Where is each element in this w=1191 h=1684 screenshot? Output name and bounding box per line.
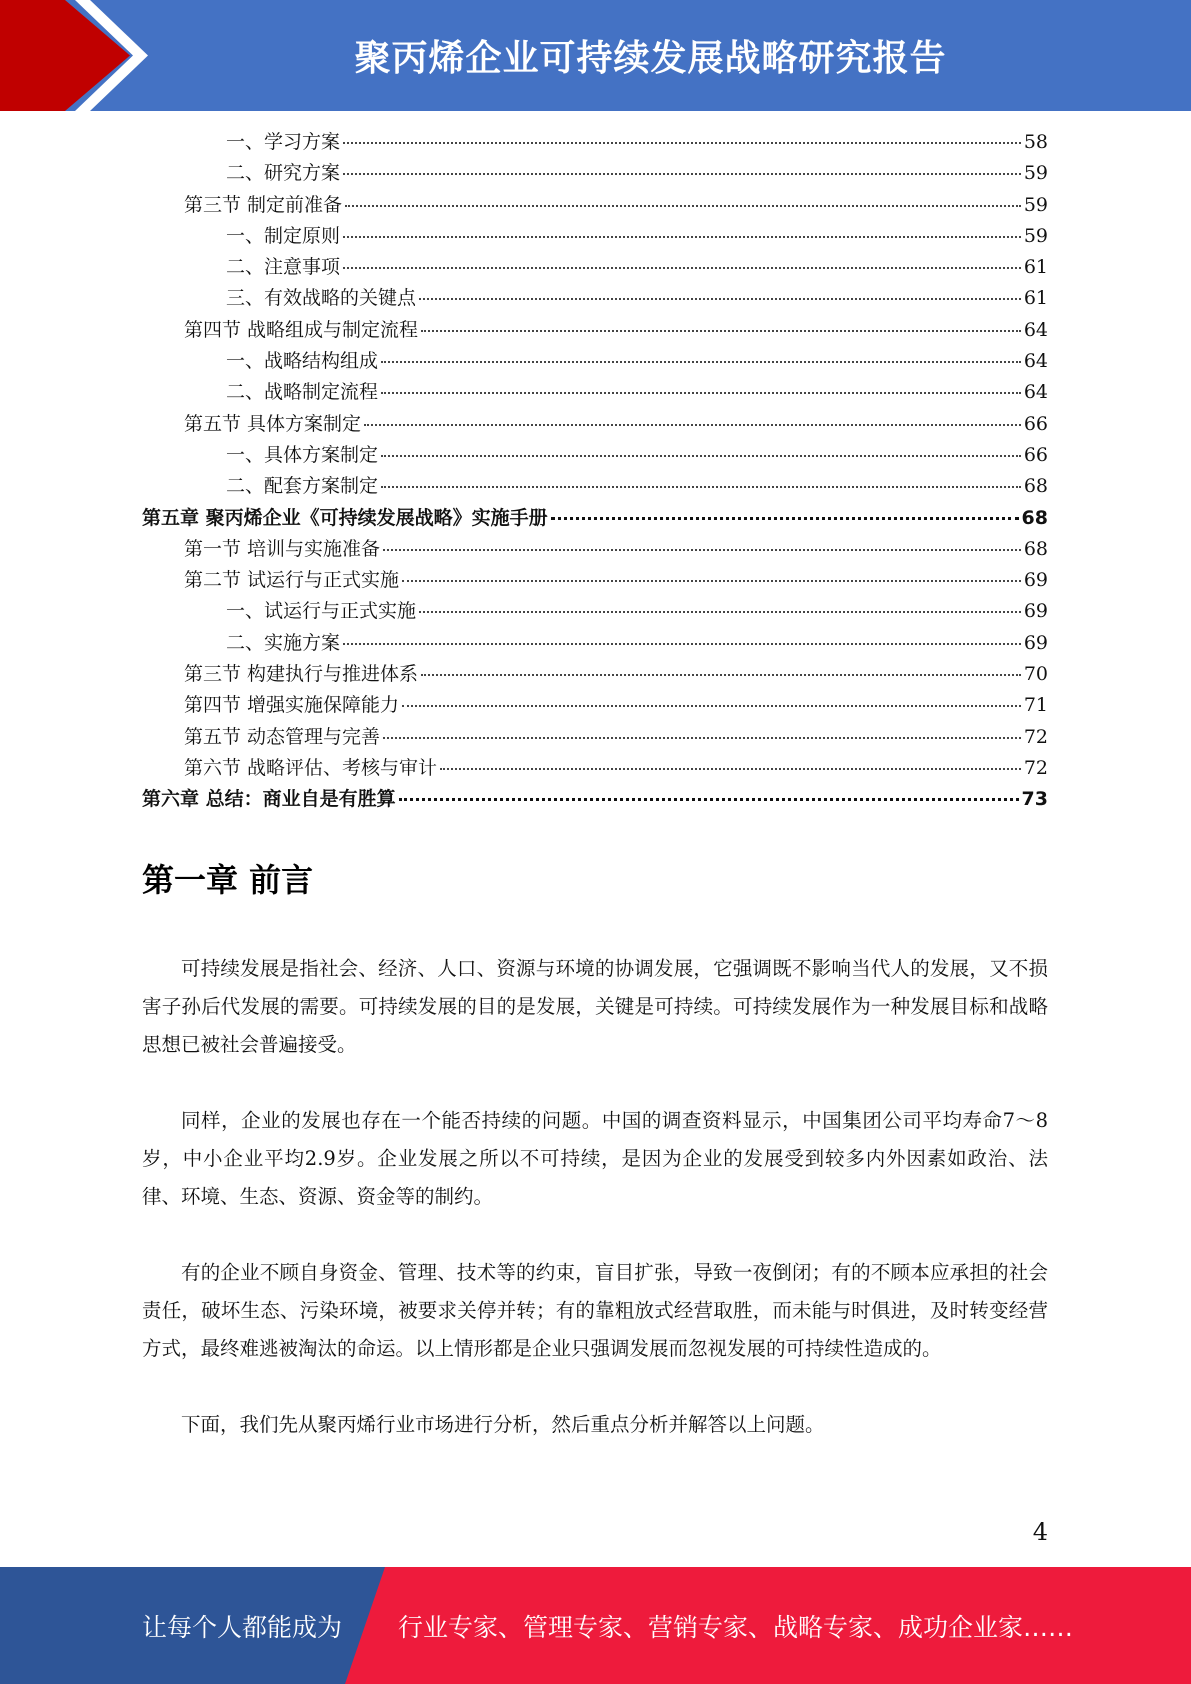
toc-entry-label: 一、学习方案	[226, 131, 341, 153]
toc-dot-leader	[381, 361, 1021, 363]
toc-dot-leader	[419, 298, 1021, 300]
toc-entry[interactable]	[142, 158, 1048, 189]
toc-entry-page: 66	[1023, 443, 1048, 466]
toc-entry-page: 68	[1021, 506, 1048, 529]
toc-entry[interactable]	[142, 315, 1048, 346]
toc-entry-label: 二、实施方案	[226, 631, 341, 654]
toc-entry-label: 二、战略制定流程	[226, 381, 379, 404]
toc-dot-leader	[419, 611, 1021, 613]
toc-entry[interactable]	[142, 409, 1048, 440]
toc-entry-page: 72	[1023, 725, 1048, 748]
toc-entry-label: 第五章 聚丙烯企业《可持续发展战略》实施手册	[142, 506, 548, 529]
toc-entry-label: 第五节 动态管理与完善	[184, 725, 381, 748]
toc-entry-page: 69	[1023, 569, 1048, 592]
toc-entry-label: 二、配套方案制定	[226, 475, 379, 498]
toc-entry[interactable]	[142, 471, 1048, 502]
footer-slogan-right: 行业专家、管理专家、营销专家、战略专家、成功企业家……	[398, 1612, 1074, 1642]
toc-entry-page: 70	[1023, 663, 1048, 686]
toc-dot-leader	[440, 768, 1021, 770]
toc-dot-leader	[421, 330, 1021, 332]
toc-entry-label: 第六节 战略评估、考核与审计	[184, 756, 438, 779]
page-footer	[0, 1567, 1191, 1684]
toc-entry-page: 73	[1021, 788, 1048, 811]
toc-dot-leader	[345, 205, 1021, 207]
toc-entry[interactable]	[142, 346, 1048, 377]
table-of-contents	[142, 127, 1048, 816]
toc-dot-leader	[364, 424, 1021, 426]
toc-entry-label: 二、研究方案	[226, 162, 341, 185]
paragraph: 下面，我们先从聚丙烯行业市场进行分析，然后重点分析并解答以上问题。	[181, 1413, 825, 1436]
toc-entry-page: 59	[1023, 224, 1048, 247]
toc-entry-page: 72	[1023, 756, 1048, 779]
footer-slogan-left: 让每个人都能成为	[142, 1612, 343, 1642]
page-header	[0, 0, 1191, 111]
toc-entry-page: 61	[1023, 256, 1048, 279]
toc-dot-leader	[343, 236, 1021, 238]
chapter-body	[142, 950, 1048, 1482]
toc-entry-label: 第二节 试运行与正式实施	[184, 569, 400, 592]
toc-entry[interactable]	[142, 283, 1048, 314]
toc-entry-page: 66	[1023, 412, 1048, 435]
toc-dot-leader	[402, 705, 1021, 707]
toc-entry[interactable]	[142, 628, 1048, 659]
toc-entry[interactable]	[142, 252, 1048, 283]
toc-entry[interactable]	[142, 127, 1048, 158]
toc-dot-leader	[383, 549, 1021, 551]
toc-entry-page: 69	[1023, 631, 1048, 654]
toc-entry-page: 71	[1023, 694, 1048, 717]
toc-dot-leader	[343, 173, 1021, 175]
toc-dot-leader	[381, 455, 1021, 457]
toc-entry-label: 一、具体方案制定	[226, 443, 379, 466]
report-title: 聚丙烯企业可持续发展战略研究报告	[354, 38, 947, 79]
toc-entry[interactable]	[142, 753, 1048, 784]
toc-entry[interactable]	[142, 221, 1048, 252]
paragraph: 同样，企业的发展也存在一个能否持续的问题。中国的调查资料显示，中国集团公司平均寿命7～8岁，中小企业平均2.9岁。企业发展之所以不可持续，是因为企业的发展受到较多内外因素如政治、法律、环境、生态、资源、资金等的制约。	[142, 1109, 1048, 1208]
toc-entry-page: 58	[1023, 131, 1048, 153]
toc-entry-page: 68	[1023, 537, 1048, 560]
page-number: 4	[1032, 1518, 1048, 1546]
paragraph: 可持续发展是指社会、经济、人口、资源与环境的协调发展，它强调既不影响当代人的发展，又不损害子孙后代发展的需要。可持续发展的目的是发展，关键是可持续。可持续发展作为一种发展目标和战略思想已被社会普遍接受。	[142, 957, 1048, 1056]
paragraph: 有的企业不顾自身资金、管理、技术等的约束，盲目扩张，导致一夜倒闭；有的不顾本应承担的社会责任，破坏生态、污染环境，被要求关停并转；有的靠粗放式经营取胜，而未能与时俱进，及时转变经营方式，最终难逃被淘汰的命运。以上情形都是企业只强调发展而忽视发展的可持续性造成的。	[142, 1261, 1048, 1360]
toc-dot-leader	[421, 674, 1021, 676]
toc-entry-label: 一、制定原则	[226, 224, 341, 247]
toc-entry[interactable]	[142, 565, 1048, 596]
toc-entry[interactable]	[142, 690, 1048, 721]
toc-entry[interactable]	[142, 190, 1048, 221]
toc-dot-leader	[399, 798, 1019, 801]
chapter-title: 第一章 前言	[142, 861, 314, 899]
toc-dot-leader	[343, 142, 1021, 144]
toc-entry-label: 第五节 具体方案制定	[184, 412, 362, 435]
toc-entry-page: 64	[1023, 350, 1048, 373]
toc-entry-page: 59	[1023, 162, 1048, 185]
toc-entry-page: 59	[1023, 193, 1048, 216]
toc-dot-leader	[383, 737, 1021, 739]
toc-entry[interactable]	[142, 596, 1048, 627]
toc-entry[interactable]	[142, 377, 1048, 408]
toc-dot-leader	[381, 392, 1021, 394]
toc-dot-leader	[551, 517, 1019, 520]
toc-entry-label: 一、试运行与正式实施	[226, 600, 417, 623]
toc-dot-leader	[343, 643, 1021, 645]
toc-entry-label: 第三节 制定前准备	[184, 193, 343, 216]
header-red-arrow-decoration	[0, 0, 160, 111]
toc-entry-label: 第四节 战略组成与制定流程	[184, 318, 419, 341]
toc-entry-page: 64	[1023, 318, 1048, 341]
toc-entry[interactable]	[142, 784, 1048, 815]
toc-entry[interactable]	[142, 659, 1048, 690]
toc-dot-leader	[402, 580, 1021, 582]
toc-entry-page: 69	[1023, 600, 1048, 623]
toc-entry-label: 第三节 构建执行与推进体系	[184, 663, 419, 686]
toc-dot-leader	[343, 267, 1021, 269]
toc-entry[interactable]	[142, 440, 1048, 471]
toc-entry-label: 二、注意事项	[226, 256, 341, 279]
toc-entry-label: 三、有效战略的关键点	[226, 287, 417, 310]
toc-entry-label: 第一节 培训与实施准备	[184, 537, 381, 560]
toc-entry-label: 一、战略结构组成	[226, 350, 379, 373]
toc-entry-page: 64	[1023, 381, 1048, 404]
toc-dot-leader	[381, 486, 1021, 488]
toc-entry[interactable]	[142, 503, 1048, 534]
toc-entry[interactable]	[142, 722, 1048, 753]
toc-entry-label: 第四节 增强实施保障能力	[184, 694, 400, 717]
toc-entry[interactable]	[142, 534, 1048, 565]
toc-entry-label: 第六章 总结：商业自是有胜算	[142, 788, 396, 811]
toc-entry-page: 68	[1023, 475, 1048, 498]
toc-entry-page: 61	[1023, 287, 1048, 310]
